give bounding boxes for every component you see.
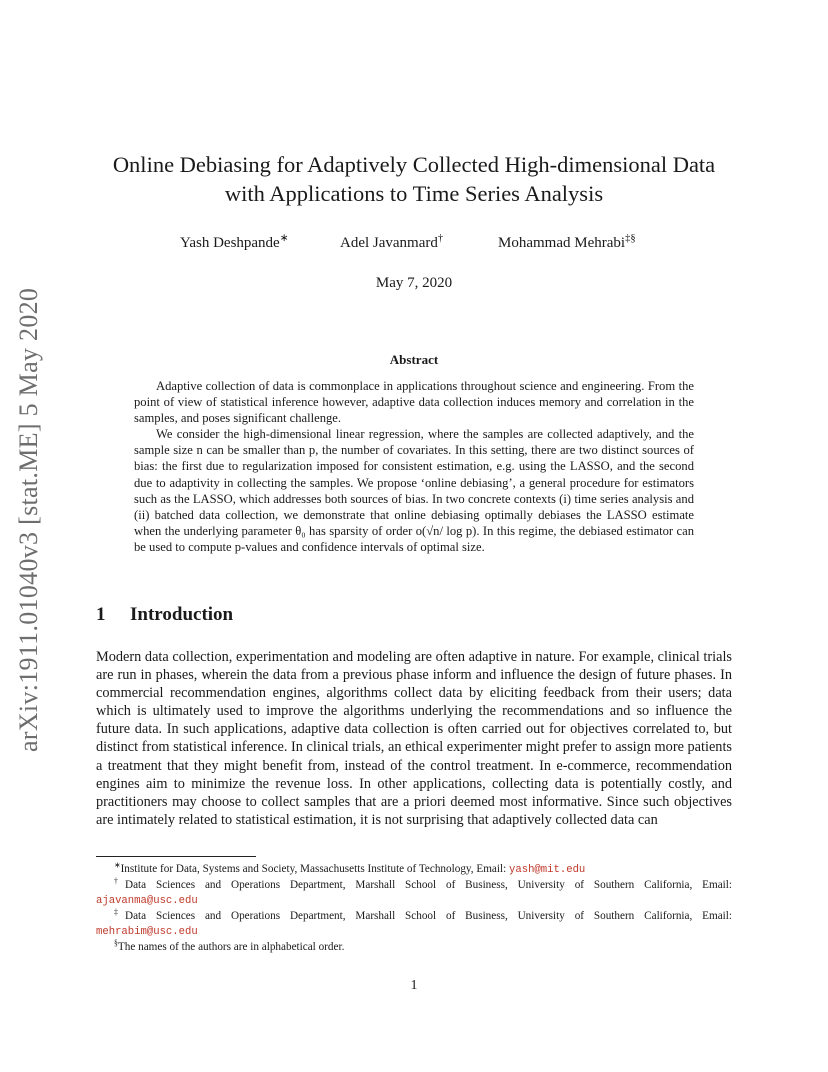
author-2 [340, 235, 443, 252]
arxiv-identifier: arXiv:1911.01040v3 [stat.ME] 5 May 2020 [14, 287, 43, 753]
author-1 [180, 235, 289, 252]
title-line-1: Online Debiasing for Adaptively Collected High-dimensional Data [112, 152, 716, 177]
footnote-mark: † [114, 876, 125, 886]
author-mark: ∗ [279, 233, 289, 244]
footnote-email-link[interactable]: ajavanma@usc.edu [96, 895, 198, 907]
abstract-paragraph: Adaptive collection of data is commonplace in applications throughout science and engineering. From the point of view of statistical inference however, adaptive data collection induces memory and correlation in the samples, and poses significant challenge. [134, 379, 694, 426]
footnote-mark: ∗ [114, 860, 121, 870]
author-name: Mohammad Mehrabi [498, 235, 626, 251]
author-name: Yash Deshpande [180, 235, 280, 251]
footnote-text: Data Sciences and Operations Department, Marshall School of Business, University of Southern California, Email: [124, 910, 732, 922]
paper-date: May 7, 2020 [375, 275, 453, 291]
author-3 [498, 235, 636, 252]
author-mark: † [437, 233, 444, 244]
title-line-2: with Applications to Time Series Analysis [224, 181, 604, 206]
footnote [96, 878, 732, 909]
abstract-body [134, 378, 694, 555]
footnote [96, 940, 732, 955]
abstract-heading: Abstract [389, 352, 439, 367]
footnote-email-link[interactable]: yash@mit.edu [509, 864, 586, 876]
author-name: Adel Javanmard [340, 235, 438, 251]
footnotes [96, 862, 732, 955]
footnote [96, 909, 732, 940]
abstract-paragraph: We consider the high-dimensional linear regression, where the samples are collected adaptively, and the sample size n can be smaller than p, the number of covariates. In this setting, there are two distinct sources of bias: the first due to regularization imposed for consistent estimation, e.g. using the LASSO, and the second due to adaptivity in collecting the samples. We propose ‘online debiasing’, a general procedure for estimators such as the LASSO, which addresses both sources of bias. In two concrete contexts (i) time series analysis and (ii) batched data collection, we demonstrate that online debiasing optimally debiases the LASSO estimate when the underlying parameter θ₀ has sparsity of order o(√n/ log p). In this regime, the debiased estimator can be used to compute p-values and confidence intervals of optimal size. [134, 427, 694, 554]
section-heading [96, 604, 233, 626]
section-number: 1 [96, 604, 106, 625]
paper-title [96, 150, 732, 208]
footnote-text: Institute for Data, Systems and Society, Massachusetts Institute of Technology, Email: [120, 863, 509, 875]
footnote-text: The names of the authors are in alphabetical order. [117, 941, 345, 953]
footnote [96, 862, 732, 878]
footnote-email-link[interactable]: mehrabim@usc.edu [96, 926, 198, 938]
section-title: Introduction [130, 604, 234, 625]
intro-paragraph: Modern data collection, experimentation and modeling are often adaptive in nature. For example, clinical trials are run in phases, wherein the data from a previous phase inform and influence the design of future phases. In commercial recommendation engines, algorithms collect data by eliciting feedback from their users; data which is ultimately used to improve the algorithms underlying the recommendations and so influence the future data. In such applications, adaptive data collection is often carried out for objectives correlated to, but distinct from statistical inference. In clinical trials, an ethical experimenter might prefer to assign more patients a treatment that they might benefit from, instead of the control treatment. In e-commerce, recommendation engines aim to minimize the revenue loss. In other applications, collecting data is potentially costly, and practitioners may choose to collect samples that are a priori deemed most informative. Since such objectives are intimately related to statistical estimation, it is not surprising that adaptively collected data can [96, 649, 732, 828]
footnote-rule [96, 856, 256, 857]
page-number: 1 [410, 978, 418, 993]
author-mark: ‡§ [625, 233, 636, 244]
footnote-mark: § [114, 938, 118, 948]
footnote-text: Data Sciences and Operations Department, Marshall School of Business, University of Southern California, Email: [124, 879, 732, 891]
footnote-mark: ‡ [114, 907, 125, 917]
